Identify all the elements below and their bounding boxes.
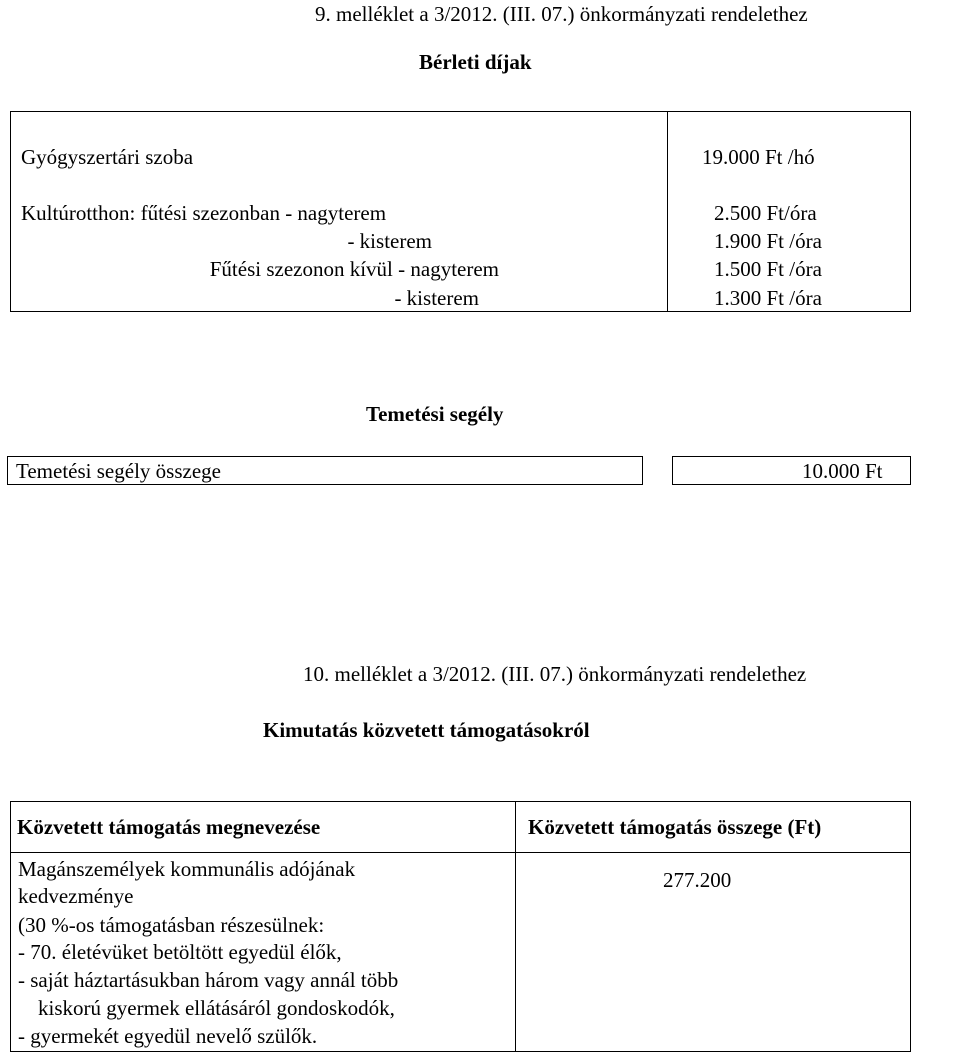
rent-label-pharmacy: Gyógyszertári szoba bbox=[21, 145, 194, 169]
rent-value-pharmacy: 19.000 Ft /hó bbox=[702, 145, 815, 169]
rent-value-hall-heating-large: 2.500 Ft/óra bbox=[714, 201, 817, 225]
rent-label-hall-nonheating-large: Fűtési szezonon kívül - nagyterem bbox=[209, 257, 499, 281]
description-line-3: (30 %-os támogatásban részesülnek: bbox=[18, 913, 325, 937]
description-line-2: kedvezménye bbox=[18, 884, 134, 908]
rent-value-hall-nonheating-small: 1.300 Ft /óra bbox=[714, 286, 822, 310]
description-line-6: kiskorú gyermek ellátásáról gondoskodók, bbox=[38, 996, 395, 1020]
description-line-1: Magánszemélyek kommunális adójának bbox=[18, 857, 356, 881]
description-line-7: - gyermekét egyedül nevelő szülők. bbox=[18, 1024, 318, 1048]
indirect-support-divider bbox=[515, 801, 516, 1052]
funeral-title: Temetési segély bbox=[366, 402, 504, 426]
rent-value-hall-nonheating-large: 1.500 Ft /óra bbox=[714, 257, 822, 281]
rent-value-hall-heating-small: 1.900 Ft /óra bbox=[714, 229, 822, 253]
rent-label-hall-nonheating-small: - kisterem bbox=[394, 286, 479, 310]
col-amount-header: Közvetett támogatás összege (Ft) bbox=[528, 815, 822, 839]
funeral-label: Temetési segély összege bbox=[16, 459, 221, 483]
indirect-support-amount: 277.200 bbox=[663, 868, 732, 892]
annex10-header: 10. melléklet a 3/2012. (III. 07.) önkormányzati rendelethez bbox=[303, 662, 807, 686]
description-line-4: - 70. életévüket betöltött egyedül élők, bbox=[18, 940, 342, 964]
indirect-support-header-rule bbox=[10, 852, 911, 853]
col-name-header: Közvetett támogatás megnevezése bbox=[17, 815, 321, 839]
rent-label-hall-heating-large: Kultúrotthon: fűtési szezonban - nagyterem bbox=[21, 201, 387, 225]
funeral-value: 10.000 Ft bbox=[802, 459, 883, 483]
rent-table-divider bbox=[667, 111, 668, 312]
indirect-support-title: Kimutatás közvetett támogatásokról bbox=[263, 718, 590, 742]
rent-title: Bérleti díjak bbox=[419, 50, 532, 74]
description-line-5: - saját háztartásukban három vagy annál több bbox=[18, 968, 399, 992]
annex9-header: 9. melléklet a 3/2012. (III. 07.) önkormányzati rendelethez bbox=[315, 2, 808, 26]
rent-label-hall-heating-small: - kisterem bbox=[347, 229, 432, 253]
